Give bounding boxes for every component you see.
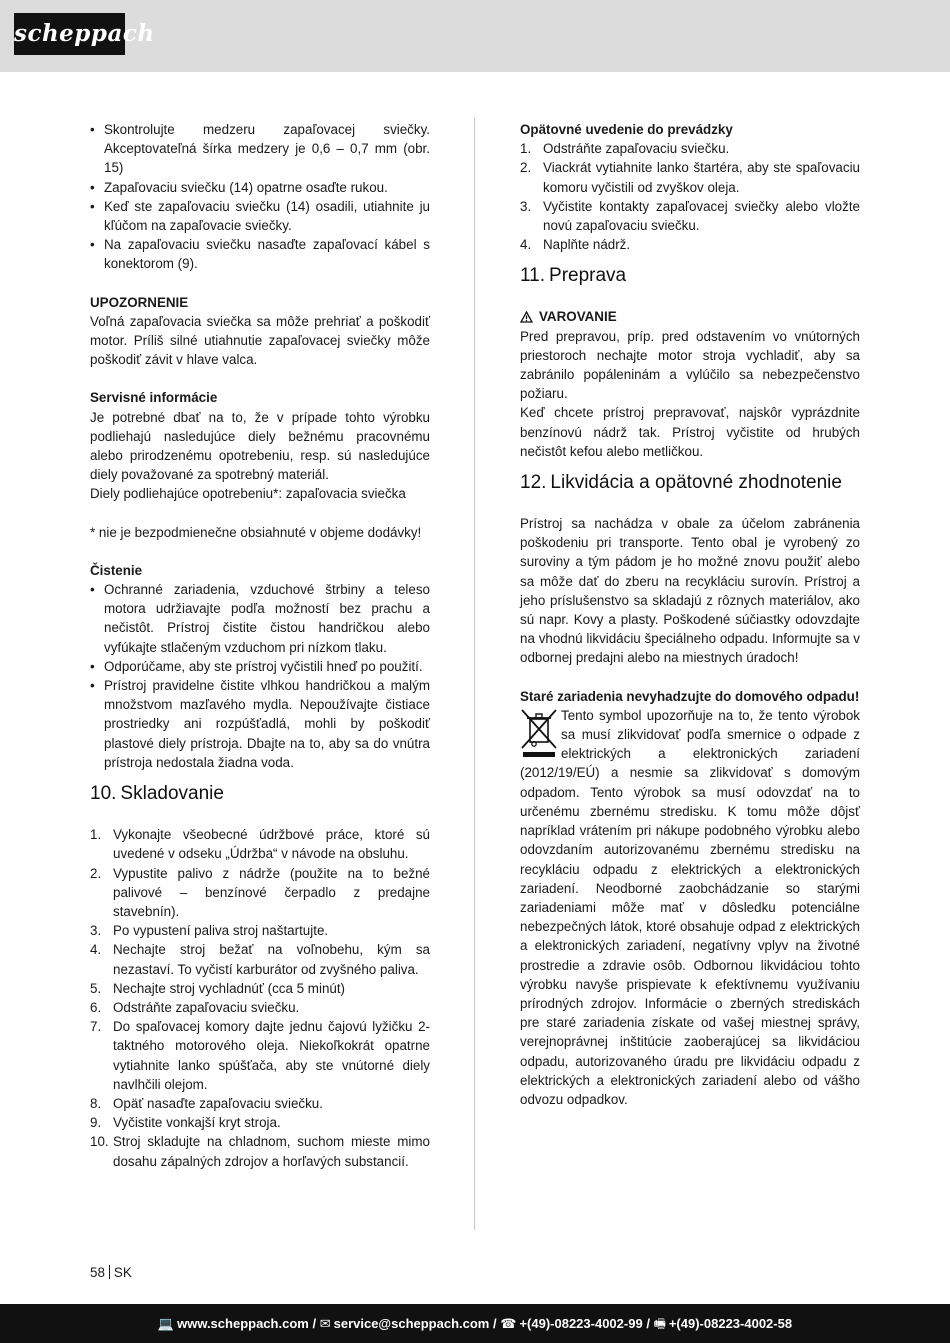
warning-label: VAROVANIE [539,309,617,325]
service-text: Je potrebné dbať na to, že v prípade tohto výrobku podliehajú nasledujúce diely bežnému pracovnému alebo prirodzenému opotrebeniu, resp. sú nasledujúce diely považované za spotrebný materiál. [90,409,430,483]
footnote: * nie je bezpodmienečne obsiahnuté v objeme dodávky! [90,524,422,540]
crossed-out-bin-icon [520,707,558,759]
list-item: 6. Odstráňte zapaľovaciu sviečku. [90,999,300,1015]
section-title-text: Likvidácia a opätovné zhodnotenie [550,472,842,494]
fax-icon: 🖷 [653,1316,666,1331]
list-item: • Keď ste zapaľovaciu sviečku (14) osadili, utiahnite ju kľúčom na zapaľovacie sviečky. [90,197,430,235]
list-item: 1. Odstráňte zapaľovaciu sviečku. [520,141,730,157]
computer-icon: 💻 [157,1316,175,1331]
service-heading: Servisné informácie [90,390,218,406]
list-item: • Na zapaľovaciu sviečku nasaďte zapaľovací kábel s konektorom (9). [90,235,430,273]
section-number: 12. [520,472,547,494]
list-item: 2. Vypustite palivo z nádrže (použite na to bežné palivové – benzínové čerpadlo z predajne stavebnín). [90,865,430,919]
spark-plug-bullets [90,120,430,274]
disposal-text: Prístroj sa nachádza v obale za účelom zabránenia poškodeniu pri transporte. Tento obal je vyrobený zo suroviny a tým pádom je ho možné znovu použiť alebo sa môže dať do zberu na recykláciu surovín. Prístroj a jeho príslušenstvo sa skladajú z rôznych materiálov, ako sú napr. Kovy a plasty. Poškodené súčiastky odovzdajte na vhodnú likvidáciu špeciálneho odpadu. Informujte sa v odbornej predajni alebo na miestnych úradoch! [520,516,860,666]
section-number: 10. [90,783,117,805]
phone-icon: ☎ [500,1316,517,1331]
recommission-heading: Opätovné uvedenie do prevádzky [520,122,733,137]
list-item: 8. Opäť nasaďte zapaľovaciu sviečku. [90,1095,323,1111]
list-item: • Zapaľovaciu sviečku (14) opatrne osaďte rukou. [90,178,430,197]
left-column [90,120,430,1171]
section-title-disposal [520,471,860,495]
contact-footer: 💻 www.scheppach.com / ✉ service@scheppach.com / ☎ +(49)-08223-4002-99 / 🖷 +(49)-08223-4002-58 [0,1304,950,1343]
service-parts: Diely podliehajúce opotrebeniu*: zapaľovacia sviečka [90,486,406,502]
phone-number: +(49)-08223-4002-99 [519,1316,643,1331]
cleaning-heading: Čistenie [90,562,143,578]
transport-warning-text: Pred prepravou, príp. pred odstavením vo vnútorných priestoroch nechajte motor stroja vychladiť, aby sa zabránilo popáleninám a vylúčilo sa nebezpečenstvo požiaru. [520,328,860,402]
cleaning-bullets [90,580,430,772]
page-number-label [90,1265,132,1280]
list-item: • Prístroj pravidelne čistite vlhkou handričkou a malým množstvom mazľavého mydla. Nepoužívajte čistiace prostriedky ani rozpúšťadlá, mohli by poškodiť plastové diely prístroja. Dbajte na to, aby sa do vnútra prístroja nedostala žiadna voda. [90,676,430,772]
list-item: 5. Nechajte stroj vychladnúť (cca 5 minút) [90,980,346,996]
storage-steps [90,825,430,1171]
right-column [520,120,860,1109]
section-title-text: Skladovanie [120,783,224,805]
transport-text: Keď chcete prístroj prepravovať, najskôr vyprázdnite benzínovú nádrž tak. Prístroj vyčistite od hrubých nečistôt kefou alebo metličkou. [520,405,860,459]
list-item: 4. Naplňte nádrž. [520,237,631,253]
list-item: 2. Viackrát vytiahnite lanko štartéra, aby ste spaľovaciu komoru vyčistili od zvyškov oleja. [520,160,860,195]
section-title-text: Preprava [549,265,627,287]
caution-heading: UPOZORNENIE [90,294,189,310]
recommission-steps [520,139,860,254]
list-item: • Ochranné zariadenia, vzduchové štrbiny a teleso motora udržiavajte podľa možností bez prachu a nečistôt. Prístroj čistite čistou handričkou alebo vyfúkajte stlačeným vzduchom pri nízkom tlaku. [90,580,430,657]
section-title-transport [520,264,860,288]
caution-text: Voľná zapaľovacia sviečka sa môže prehriať a poškodiť motor. Príliš silné utiahnutie zapaľovacej sviečky môže poškodiť závit v hlave valca. [90,313,430,368]
website-link[interactable]: www.scheppach.com [177,1316,309,1331]
email-icon: ✉ [319,1316,331,1331]
column-divider [474,118,475,1230]
brand-logo: scheppach [14,13,125,55]
page-header [0,0,950,72]
list-item: 9. Vyčistite vonkajší kryt stroja. [90,1115,281,1131]
list-item: 3. Vyčistite kontakty zapaľovacej sviečky alebo vložte novú zapaľovaciu sviečku. [520,198,860,234]
list-item: 4. Nechajte stroj bežať na voľnobehu, kým sa nezastaví. To vyčistí karburátor od zvyšného paliva. [90,942,430,977]
language-code: SK [113,1265,132,1280]
old-devices-text: Tento symbol upozorňuje na to, že tento výrobok sa musí zlikvidovať podľa smernice o odpade z elektrických a elektronických zariadení (2012/19/EÚ) a nesmie sa zlikvidovať s domovým odpadom. Tento výrobok sa musí odovzdať na to určenému zbernému stredisku. K tomu môže dôjsť napríklad vrátením pri nákupe podobného výrobku alebo odovzdaním autorizovanému zbernému stredisku na recykláciu odpadu z elektrických a elektronických zariadení. Neodborné zaobchádzanie so starými zariadeniami môže mať v dôsledku potenciálne nebezpečných látok, ktoré obsahuje odpad z elektrických a elektronických zariadení, negatívny vplyv na životné prostredie a zdravie osôb. Odbornou likvidáciou tohto výrobku navyše prispievate k efektívnemu využívaniu prírodných zdrojov. Informácie o zberných strediskách pre staré zariadenia získate od vašej miestnej správy, verejnoprávnej inštitúcie zaoberajúcej sa likvidáciou odpadu, autorizovaného úradu pre likvidáciu odpadu z elektrických a elektronických zariadení alebo od vášho odvozu odpadkov. [520,707,860,1107]
fax-number: +(49)-08223-4002-58 [668,1316,793,1331]
list-item: 1. Vykonajte všeobecné údržbové práce, ktoré sú uvedené v odseku „Údržba“ v návode na obsluhu. [90,827,430,862]
warning-triangle-icon [520,311,533,323]
list-item: • Odporúčame, aby ste prístroj vyčistili hneď po použití. [90,657,430,676]
weee-notice [520,706,860,1109]
warning-label-row [520,307,860,326]
list-item: 3. Po vypustení paliva stroj naštartujte. [90,923,329,939]
list-item: 10. Stroj skladujte na chladnom, suchom mieste mimo dosahu zápalných zdrojov a horľavých substancií. [90,1134,430,1169]
section-title-storage [90,782,430,806]
page-number: 58 [90,1265,105,1280]
email-link[interactable]: service@scheppach.com [333,1316,490,1331]
section-number: 11. [520,265,546,287]
old-devices-heading: Staré zariadenia nevyhadzujte do domového odpadu! [520,688,860,704]
list-item: • Skontrolujte medzeru zapaľovacej sviečky. Akceptovateľná šírka medzery je 0,6 – 0,7 mm (obr. 15) [90,120,430,178]
list-item: 7. Do spaľovacej komory dajte jednu čajovú lyžičku 2-taktného motorového oleja. Niekoľkokrát opatrne vytiahnite lanko spúšťača, aby ste vnútorné diely navlhčili olejom. [90,1019,430,1092]
